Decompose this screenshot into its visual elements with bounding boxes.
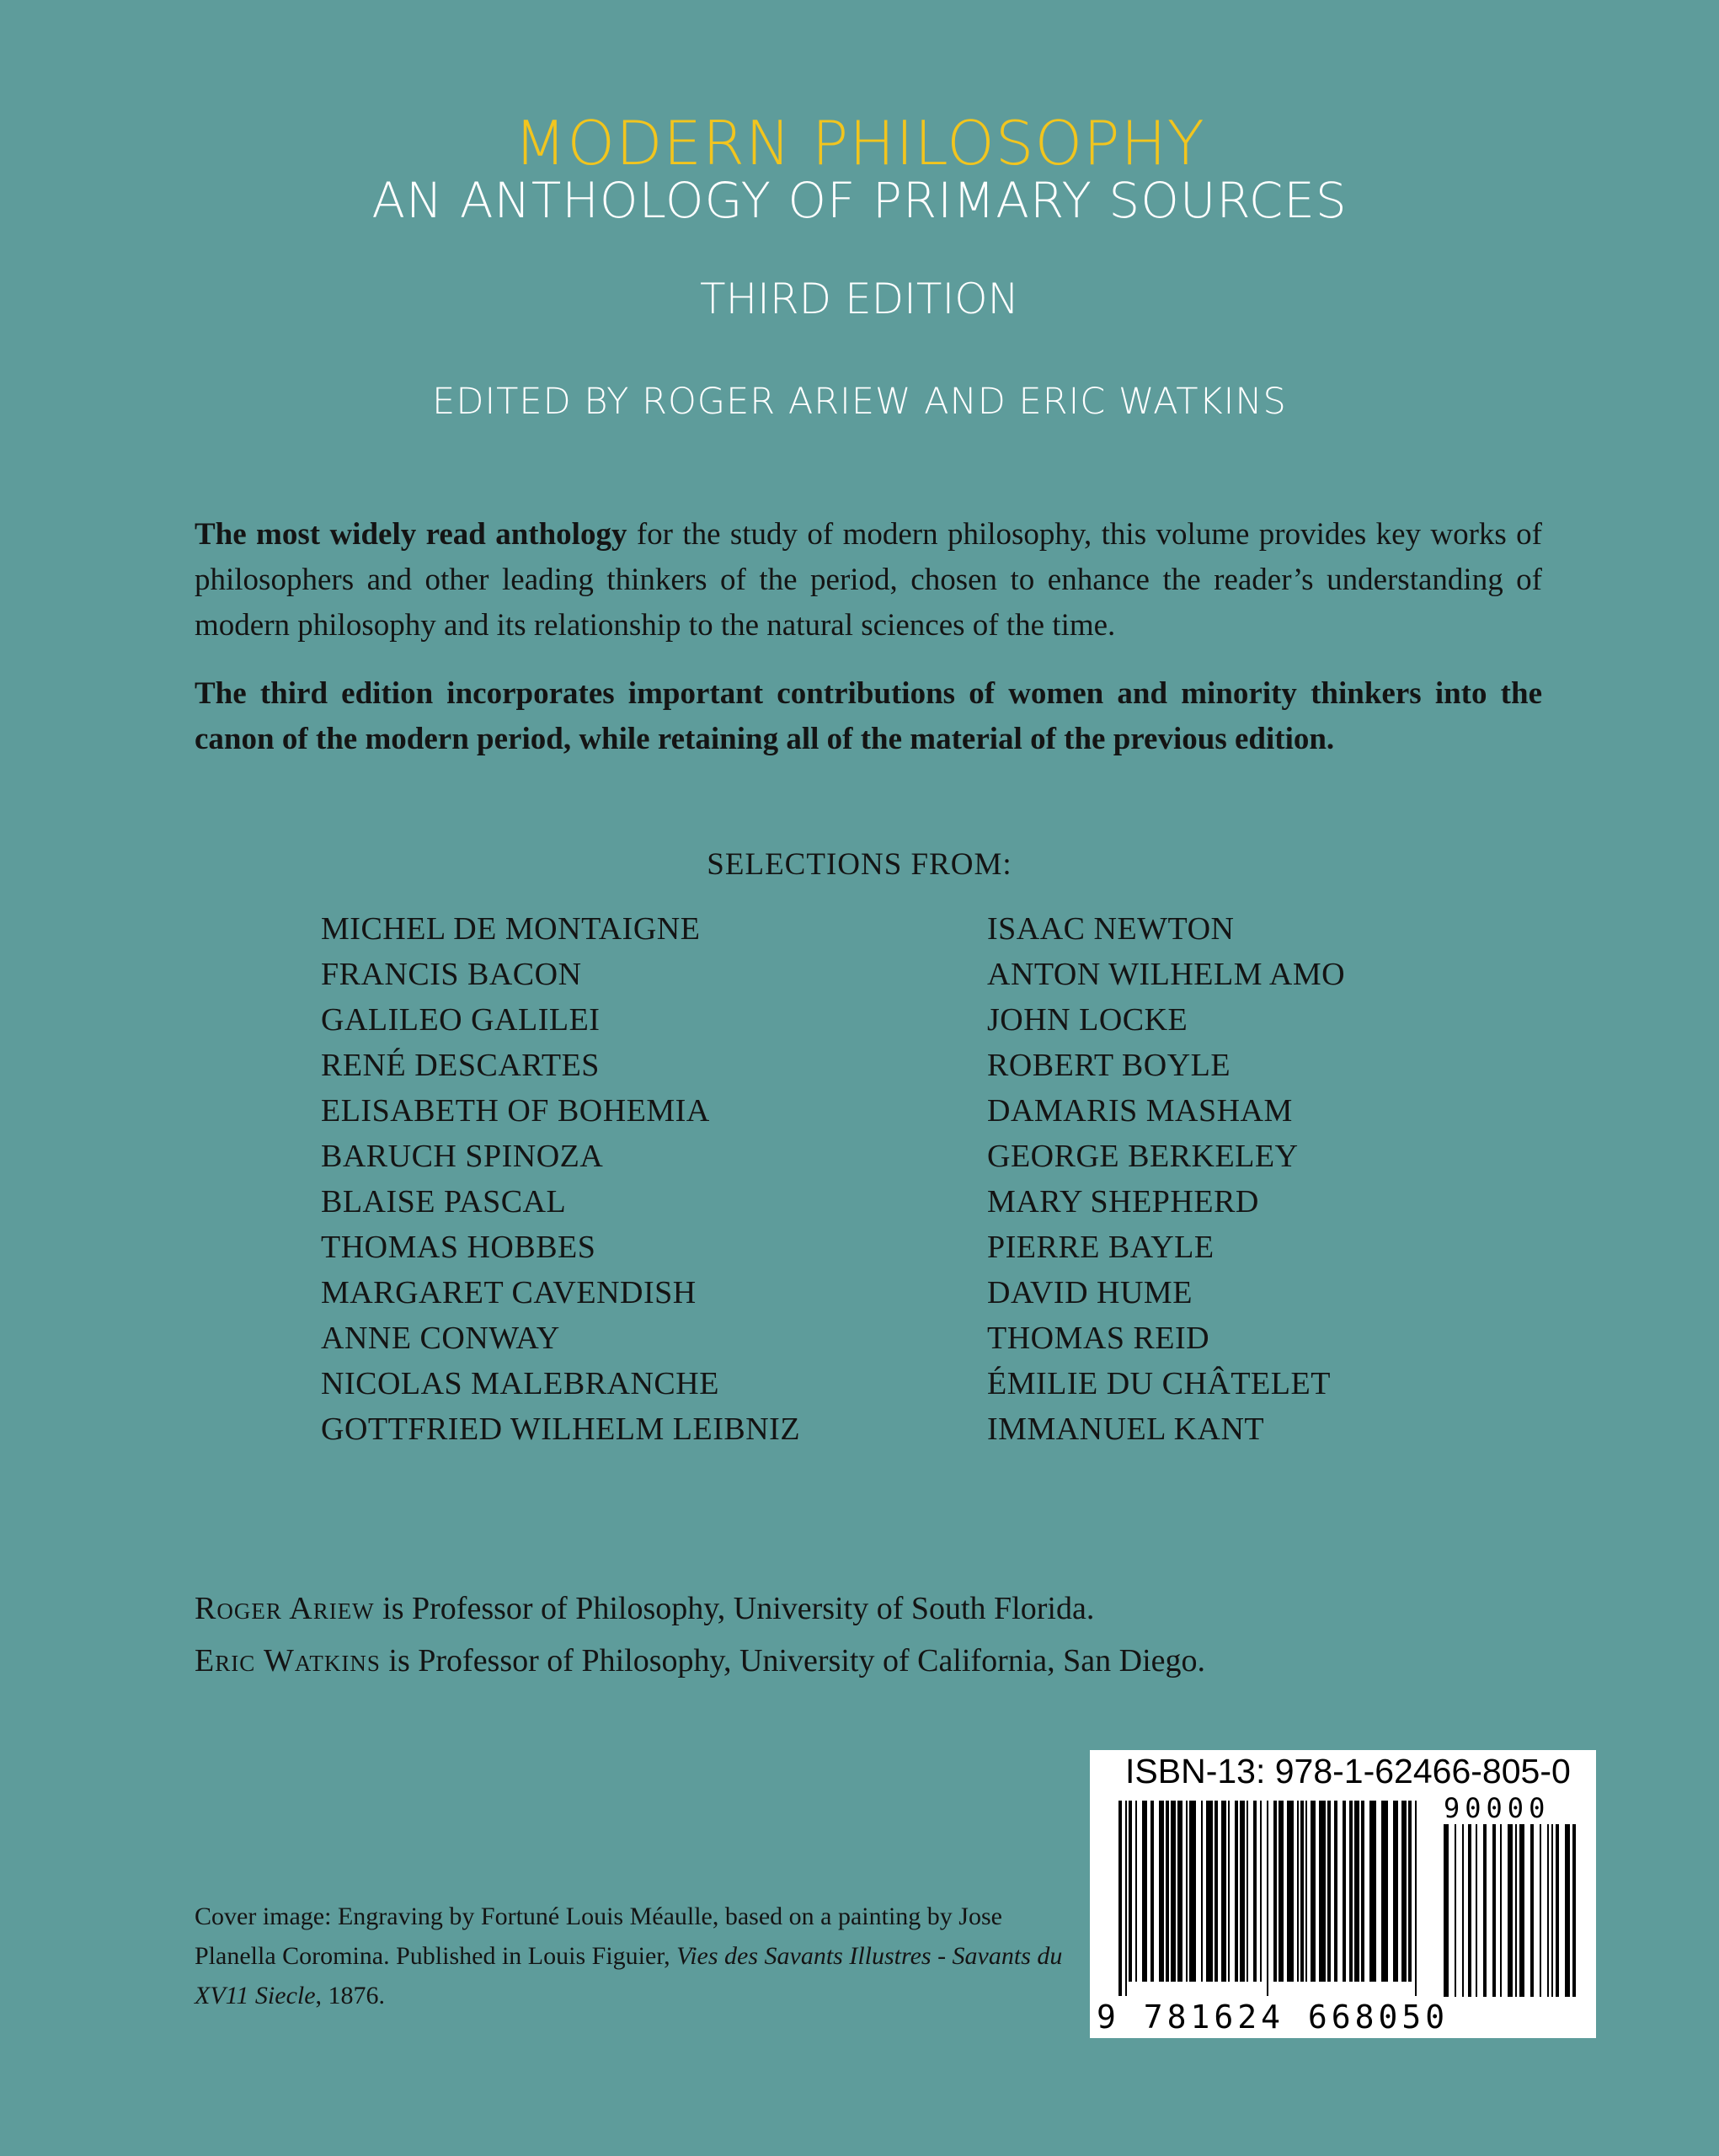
- barcode-bar: [1215, 1801, 1218, 1982]
- philosopher-name: NICOLAS MALEBRANCHE: [321, 1366, 719, 1401]
- selections-right-column: [987, 906, 1345, 1452]
- barcode-addon-bar: [1462, 1824, 1464, 1997]
- philosopher-name: THOMAS REID: [987, 1321, 1210, 1356]
- philosopher-name: GEORGE BERKELEY: [987, 1139, 1299, 1174]
- barcode-bar: [1305, 1801, 1307, 1982]
- barcode-bar: [1273, 1801, 1277, 1982]
- barcode-bar: [1125, 1801, 1127, 1996]
- addon-digits: 90000: [1444, 1792, 1551, 1824]
- blurb-paragraph-2: The third edition incorporates important contributions of women and minority thinkers into the canon of the modern period, while retaining all of the material of the previous edition.: [195, 676, 1542, 756]
- philosopher-name: BLAISE PASCAL: [321, 1184, 567, 1219]
- philosopher-name: IMMANUEL KANT: [987, 1412, 1265, 1447]
- barcode-bar: [1343, 1801, 1346, 1982]
- barcode-addon-bar: [1572, 1824, 1576, 1997]
- barcode-bar: [1287, 1801, 1294, 1982]
- barcode-bar: [1349, 1801, 1353, 1982]
- book-subtitle: AN ANTHOLOGY OF PRIMARY SOURCES: [371, 172, 1348, 229]
- barcode-bar: [1247, 1801, 1248, 1982]
- barcode-bar: [1361, 1801, 1364, 1982]
- barcode-bar: [1206, 1801, 1213, 1982]
- barcode-bar: [1311, 1801, 1316, 1982]
- bio-name: Eric Watkins: [195, 1643, 381, 1678]
- barcode-bar: [1177, 1801, 1182, 1982]
- barcode-addon-bar: [1547, 1824, 1549, 1997]
- barcode-addon-bar: [1444, 1824, 1449, 1997]
- barcode-addon-bar: [1540, 1824, 1541, 1997]
- philosopher-name: DAVID HUME: [987, 1275, 1193, 1310]
- barcode-bar: [1334, 1801, 1337, 1982]
- philosopher-name: ISAAC NEWTON: [987, 911, 1235, 947]
- philosopher-name: ANNE CONWAY: [321, 1321, 560, 1356]
- barcode-bar: [1408, 1801, 1412, 1982]
- barcode-bar: [1135, 1801, 1137, 1982]
- barcode-addon-bar: [1483, 1824, 1487, 1997]
- credit-end: , 1876.: [315, 1982, 386, 2009]
- blurb-rest: for the study of modern philosophy, this volume provides key works of philosophers and other leading thinkers of the period, chosen to enhance the reader’s understanding of modern philosophy and its relationship to the natural sciences of the time.: [195, 517, 1542, 643]
- cover-image-credit: [195, 1897, 1079, 2015]
- barcode-bar: [1129, 1801, 1132, 1982]
- barcode-bar: [1267, 1801, 1268, 1996]
- bio-watkins: [195, 1642, 1205, 1679]
- philosopher-name: BARUCH SPINOZA: [321, 1139, 604, 1174]
- barcode-bar: [1279, 1801, 1284, 1982]
- barcode-bar: [1260, 1801, 1262, 1982]
- barcode-bar: [1150, 1801, 1154, 1982]
- philosopher-name: GALILEO GALILEI: [321, 1002, 601, 1038]
- credit-text: Cover image: Engraving by Fortuné Louis Méaulle, based on a painting by Jose Planella Coromina. Published in Louis Figuier,: [195, 1903, 1002, 1970]
- barcode-bar: [1401, 1801, 1407, 1982]
- philosopher-name: MICHEL DE MONTAIGNE: [321, 911, 701, 947]
- bio-name: Roger Ariew: [195, 1591, 375, 1626]
- barcode-addon-bar: [1476, 1824, 1477, 1997]
- barcode-bar: [1221, 1801, 1226, 1982]
- barcode-bar: [1166, 1801, 1169, 1982]
- philosopher-name: ELISABETH OF BOHEMIA: [321, 1093, 710, 1129]
- barcode-addon-bar: [1492, 1824, 1496, 1997]
- barcode-addon-bar: [1530, 1824, 1534, 1997]
- bio-ariew: [195, 1590, 1094, 1627]
- barcode-bar: [1300, 1801, 1304, 1982]
- selections-left-column: [321, 906, 800, 1452]
- philosopher-name: MARGARET CAVENDISH: [321, 1275, 697, 1310]
- barcode-addon-bar: [1519, 1824, 1524, 1997]
- blurb-lead: The most widely read anthology: [195, 517, 627, 552]
- barcode-bar: [1381, 1801, 1388, 1982]
- barcode-addon-bar: [1468, 1824, 1471, 1997]
- barcode-bar: [1159, 1801, 1164, 1982]
- barcode-bar: [1253, 1801, 1257, 1982]
- blurb-paragraph-1: [195, 512, 1542, 648]
- philosopher-name: JOHN LOCKE: [987, 1002, 1188, 1038]
- barcode-addon-bar: [1508, 1824, 1513, 1997]
- philosopher-name: RENÉ DESCARTES: [321, 1048, 600, 1083]
- barcode-bar: [1240, 1801, 1245, 1982]
- barcode-bars: [1115, 1801, 1587, 2003]
- isbn-barcode: [1090, 1750, 1596, 2038]
- barcode-bar: [1186, 1801, 1188, 1982]
- barcode-bar: [1235, 1801, 1238, 1982]
- barcode-digits: 9 781624 668050: [1097, 1999, 1449, 2036]
- philosopher-name: PIERRE BAYLE: [987, 1230, 1215, 1265]
- isbn-label: ISBN-13: 978-1-62466-805-0: [1125, 1752, 1571, 1790]
- barcode-bar: [1118, 1801, 1122, 1996]
- barcode-addon-bar: [1500, 1824, 1502, 1997]
- barcode-bar: [1201, 1801, 1203, 1982]
- barcode-bar: [1189, 1801, 1196, 1982]
- philosopher-name: GOTTFRIED WILHELM LEIBNIZ: [321, 1412, 801, 1447]
- barcode-bar: [1171, 1801, 1176, 1982]
- selections-heading: SELECTIONS FROM:: [707, 847, 1012, 882]
- philosopher-name: FRANCIS BACON: [321, 957, 582, 992]
- barcode-addon-bar: [1455, 1824, 1456, 1997]
- edition-label: THIRD EDITION: [700, 275, 1019, 323]
- barcode-bar: [1354, 1801, 1359, 1982]
- bio-text: is Professor of Philosophy, University of California, San Diego.: [380, 1643, 1206, 1678]
- philosopher-name: THOMAS HOBBES: [321, 1230, 596, 1265]
- philosopher-name: ANTON WILHELM AMO: [987, 957, 1346, 992]
- barcode-bar: [1297, 1801, 1299, 1982]
- barcode-bar: [1228, 1801, 1230, 1982]
- barcode-bar: [1319, 1801, 1326, 1982]
- book-title: MODERN PHILOSOPHY: [514, 108, 1205, 179]
- barcode-addon-bar: [1515, 1824, 1517, 1997]
- editors-line: EDITED BY ROGER ARIEW AND ERIC WATKINS: [432, 381, 1287, 423]
- philosopher-name: MARY SHEPHERD: [987, 1184, 1259, 1219]
- philosopher-name: ROBERT BOYLE: [987, 1048, 1231, 1083]
- bio-text: is Professor of Philosophy, University of South Florida.: [374, 1591, 1095, 1626]
- barcode-addon-bar: [1551, 1824, 1553, 1997]
- philosopher-name: DAMARIS MASHAM: [987, 1093, 1293, 1129]
- barcode-bar: [1369, 1801, 1376, 1982]
- barcode-bar: [1393, 1801, 1398, 1982]
- barcode-addon-bar: [1565, 1824, 1570, 1997]
- barcode-addon-bar: [1556, 1824, 1559, 1997]
- barcode-bar: [1327, 1801, 1331, 1982]
- barcode-bar: [1415, 1801, 1417, 1996]
- barcode-bar: [1142, 1801, 1147, 1982]
- credit-italic: Vies des Savants Illustres - Savants du XV11 Siecle: [195, 1942, 1063, 2009]
- philosopher-name: ÉMILIE DU CHÂTELET: [987, 1366, 1331, 1401]
